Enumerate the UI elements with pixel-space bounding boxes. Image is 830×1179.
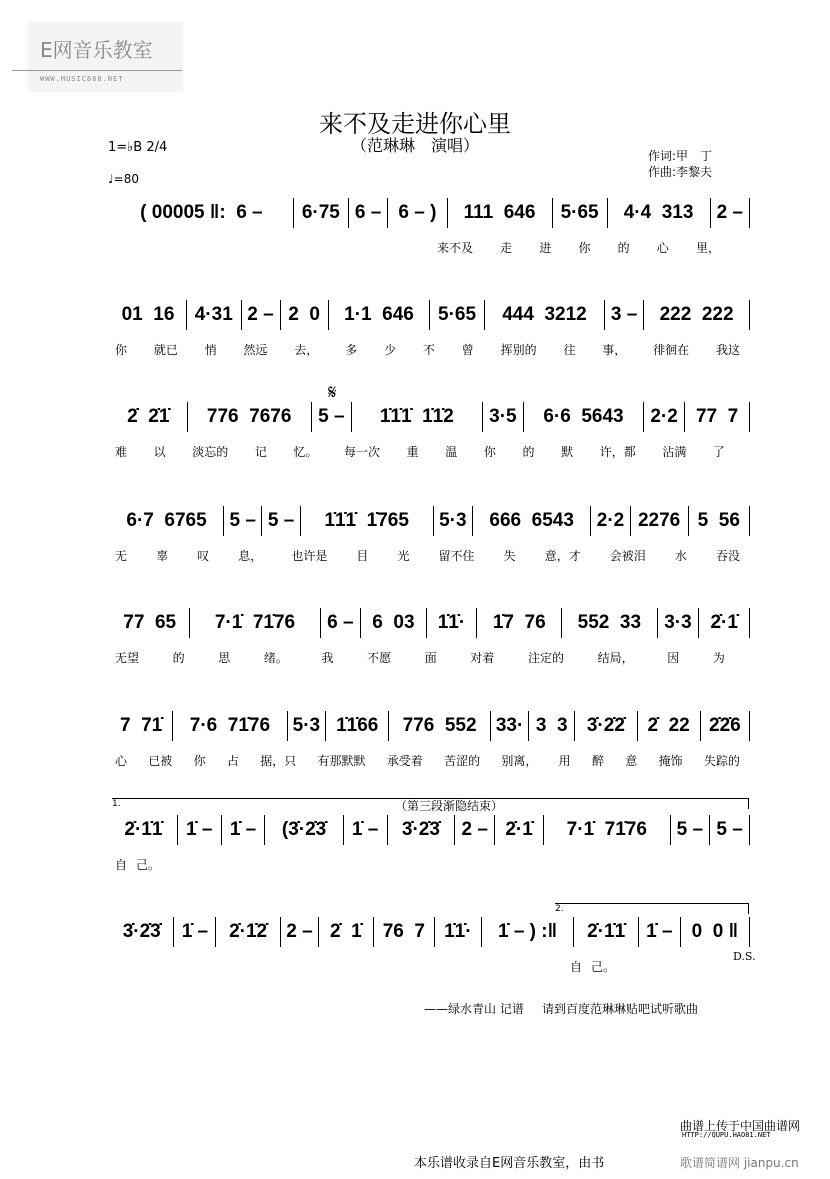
lyric: 的 [522,445,535,459]
lyric: 曾 [461,343,474,357]
jianpu-watermark: 歌谱简谱网 jianpu.cn [680,1156,799,1170]
barline [749,402,750,432]
lyric: 的 [172,651,185,665]
barline [749,506,750,536]
lyric: 辜 [156,549,169,563]
barline [749,300,750,330]
lyrics-line [115,752,740,769]
staff-line [110,197,750,229]
lyric: 我这 [715,343,740,357]
lyric: 注定的 [528,651,565,665]
lyric: 徘徊在 [653,343,690,357]
lyric: 无 [115,549,128,563]
measure: 5 – [716,819,743,840]
lyric: 留不住 [438,549,475,563]
lyric: 多 [345,343,358,357]
measure: 7 71̇ [119,715,163,736]
lyric: 温 [445,445,458,459]
lyric: 沾满 [662,445,687,459]
lyric: 叹 [197,549,210,563]
measure: 1̇1̇1̇ 1̇765 [324,510,409,531]
measure: 2 – [286,921,313,942]
measure: 2 – [247,304,274,325]
measure: 1̇ – [646,921,673,942]
lyricist: 作词:甲 丁 [648,149,713,163]
measure: 2 – [461,819,488,840]
measure: ( 00005 ‖: 6 – [140,202,263,223]
measure: 4·31 [194,304,233,325]
lyric: 失 [503,549,516,563]
lyric: 有那默默 [317,754,366,768]
staff-line [110,814,750,846]
measure: 1̇ – [229,819,257,840]
lyric: 然远 [243,343,268,357]
barline [749,815,750,845]
logo-text: E网音乐教室 [40,38,153,62]
lyric: 了 [712,445,725,459]
measure: 552 33 [577,612,642,633]
lyric: 你 [578,241,591,255]
listen-note: 请到百度范琳琳贴吧试听歌曲 [542,1002,699,1016]
staff-line [110,607,750,639]
upload-note: 曲谱上传于中国曲谱网 [680,1119,801,1133]
lyric: 默 [561,445,574,459]
measure: 776 7676 [206,406,292,427]
lyric: 占 [226,754,239,768]
staff-line [110,916,750,948]
key-signature: 1=♭B 2/4 [108,140,168,155]
song-title: 来不及走进你心里 [319,110,511,138]
measure: 3 – [610,304,638,325]
measure: 2̇·1̇2̇ [229,921,268,942]
lyric: 面 [424,651,437,665]
lyric: 掩饰 [658,754,683,768]
lyric: 去， [294,343,319,357]
lyric: 结局， [597,651,634,665]
volta-1-note: （第三段渐隐结束） [395,799,504,813]
lyric: 息， [238,549,263,563]
lyric: 淡忘的 [192,445,229,459]
lyric: 少 [384,343,397,357]
lyric: 以 [153,445,166,459]
measure: 1̇1̇1̇ 1̇1̇2 [379,406,454,427]
lyric: 进 [539,241,552,255]
lyric: 苦涩的 [444,754,481,768]
measure: 2̇ 2̇1̇ [127,406,170,427]
lyrics-line [115,547,740,564]
measure: 2̇·1̇1̇ [124,819,163,840]
lyric: 承受着 [386,754,423,768]
barline [749,917,750,947]
measure: 2̇·1̇ [505,819,533,840]
logo-url: WWW.MUSIC888.NET [40,75,124,83]
measure: 1̇1̇66 [336,715,379,736]
measure: 3·5 [489,406,517,427]
measure: 776 552 [402,715,477,736]
lyric: 用 [558,754,571,768]
lyrics-line [115,649,725,666]
measure: 444 3212 [502,304,587,325]
lyric: 自 [570,960,583,974]
measure: 2·2 [650,406,678,427]
lyric: 心 [115,754,128,768]
measure: 6·7 6765 [126,510,207,531]
lyric: 会被泪 [609,549,646,563]
lyric: 挥别的 [500,343,537,357]
lyric: 对着 [470,651,495,665]
lyrics-line [115,443,725,460]
lyric: 忆。 [293,445,318,459]
measure: 5·65 [560,202,599,223]
measure: 33· [495,715,524,736]
lyric: 难 [115,445,128,459]
lyric: 往 [563,343,576,357]
measure: 6 03 [372,612,415,633]
measure: 6·6 5643 [543,406,624,427]
measure: 5 – [318,406,345,427]
measure: 2 0 [288,304,320,325]
lyric: 光 [397,549,410,563]
measure: 6 – [327,612,354,633]
measure: 7·6 71̇76 [189,715,271,736]
measure: 5·3 [292,715,321,736]
barline [749,198,750,228]
measure: 01 16 [121,304,175,325]
barline [749,711,750,741]
measure: 1·1 646 [344,304,414,325]
measure: 77 65 [123,612,177,633]
measure: 1̇ – ) :‖ [497,921,558,942]
volta-2 [555,903,749,914]
lyric: 失踪的 [703,754,740,768]
staff-line [110,299,750,331]
lyric: 就已 [153,343,178,357]
measure: 2̇·1̇ [710,612,738,633]
lyric: 意 [625,754,638,768]
measure: 2 – [716,202,743,223]
lyric: 你 [115,343,128,357]
measure: 2̇2̇6 [709,715,741,736]
volta-2-label: 2. [555,904,564,914]
lyric: 无望 [115,651,140,665]
lyric: 已被 [148,754,173,768]
lyric: 绪。 [263,651,288,665]
lyric: 重 [406,445,419,459]
staff-line [110,710,750,742]
lyric: 你 [483,445,496,459]
measure: 1̇7 76 [492,612,546,633]
measure: 5·3 [439,510,467,531]
source-note: 本乐谱收录自E网音乐教室，由书 [414,1156,605,1171]
measure: 3·3 [664,612,692,633]
ds-marking: D.S. [733,950,756,963]
lyrics-line [437,239,720,256]
lyric: 来不及 [437,241,474,255]
measure: 76 7 [382,921,425,942]
measure: 5 56 [697,510,740,531]
lyric: 目 [356,549,369,563]
lyric: 己。 [135,858,160,872]
measure: 2̇ 22 [647,715,690,736]
lyric: 思 [218,651,231,665]
measure: 1̇1̇· [437,612,466,633]
measure: 0 0 ‖ [691,921,739,942]
lyric: 水 [674,549,687,563]
lyric: 不愿 [367,651,392,665]
measure: 222 222 [659,304,734,325]
lyric: 也许是 [291,549,328,563]
lyrics-line [115,341,740,358]
measure: 3̇·2̇2̇ [586,715,625,736]
lyric: 走 [500,241,513,255]
transcriber: ——绿水青山 记谱 [424,1002,524,1016]
lyric: 每一次 [344,445,381,459]
lyric: 心 [656,241,669,255]
lyric: 不 [422,343,435,357]
lyric: 我 [321,651,334,665]
measure: 1̇ – [181,921,209,942]
lyrics-line [115,856,160,873]
measure: 6·75 [301,202,340,223]
measure: 5 – [267,510,295,531]
measure: 7·1̇ 71̇76 [566,819,647,840]
volta-1-label: 1. [112,799,121,809]
lyric: 己。 [590,960,615,974]
segno-sign: 𝄋 [328,380,337,404]
lyric: 为 [712,651,725,665]
lyric: 意，才 [544,549,581,563]
logo-divider [12,70,182,71]
lyric: 你 [193,754,206,768]
measure: 3̇·2̇3̇ [122,921,161,942]
staff-line [110,401,750,433]
lyric: 里， [695,241,720,255]
measure: 111 646 [463,202,536,223]
lyric: 事， [602,343,627,357]
measure: 2276 [637,510,681,531]
lyrics-line [570,958,615,975]
measure: 1̇ – [185,819,213,840]
measure: 5 – [229,510,256,531]
measure: 1̇1̇· [444,921,472,942]
measure: 6 – [354,202,382,223]
measure: 2̇ 1̇ [330,921,362,942]
measure: 2̇·1̇1̇ [587,921,626,942]
upload-url: HTTP://QUPU.HAO81.NET [682,1131,771,1139]
lyric: 记 [254,445,267,459]
measure: 2·2 [596,510,625,531]
song-subtitle: （范琳琳 演唱） [350,136,479,155]
measure: 3 3 [535,715,568,736]
measure: 4·4 313 [623,202,694,223]
lyric: 别离， [501,754,538,768]
lyric: 许，都 [599,445,636,459]
measure: 3̇·2̇3̇ [401,819,440,840]
measure: 7·1̇ 71̇76 [214,612,296,633]
measure: 1̇ – [351,819,379,840]
measure: 666 6543 [489,510,574,531]
measure: 5 – [676,819,704,840]
lyric: 自 [115,858,128,872]
tempo-marking: ♩=80 [108,172,139,186]
measure: (3̇·2̇3̇ [281,819,327,840]
lyric: 悄 [204,343,217,357]
staff-line [110,505,750,537]
measure: 6 – ) [398,202,437,223]
barline [749,608,750,638]
lyric: 吞没 [715,549,740,563]
measure: 5·65 [438,304,477,325]
lyric: 醉 [591,754,604,768]
lyric: 据，只 [260,754,297,768]
composer: 作曲:李黎夫 [648,165,713,179]
credits [648,148,712,180]
measure: 77 7 [695,406,739,427]
lyric: 的 [617,241,630,255]
lyric: 因 [667,651,680,665]
